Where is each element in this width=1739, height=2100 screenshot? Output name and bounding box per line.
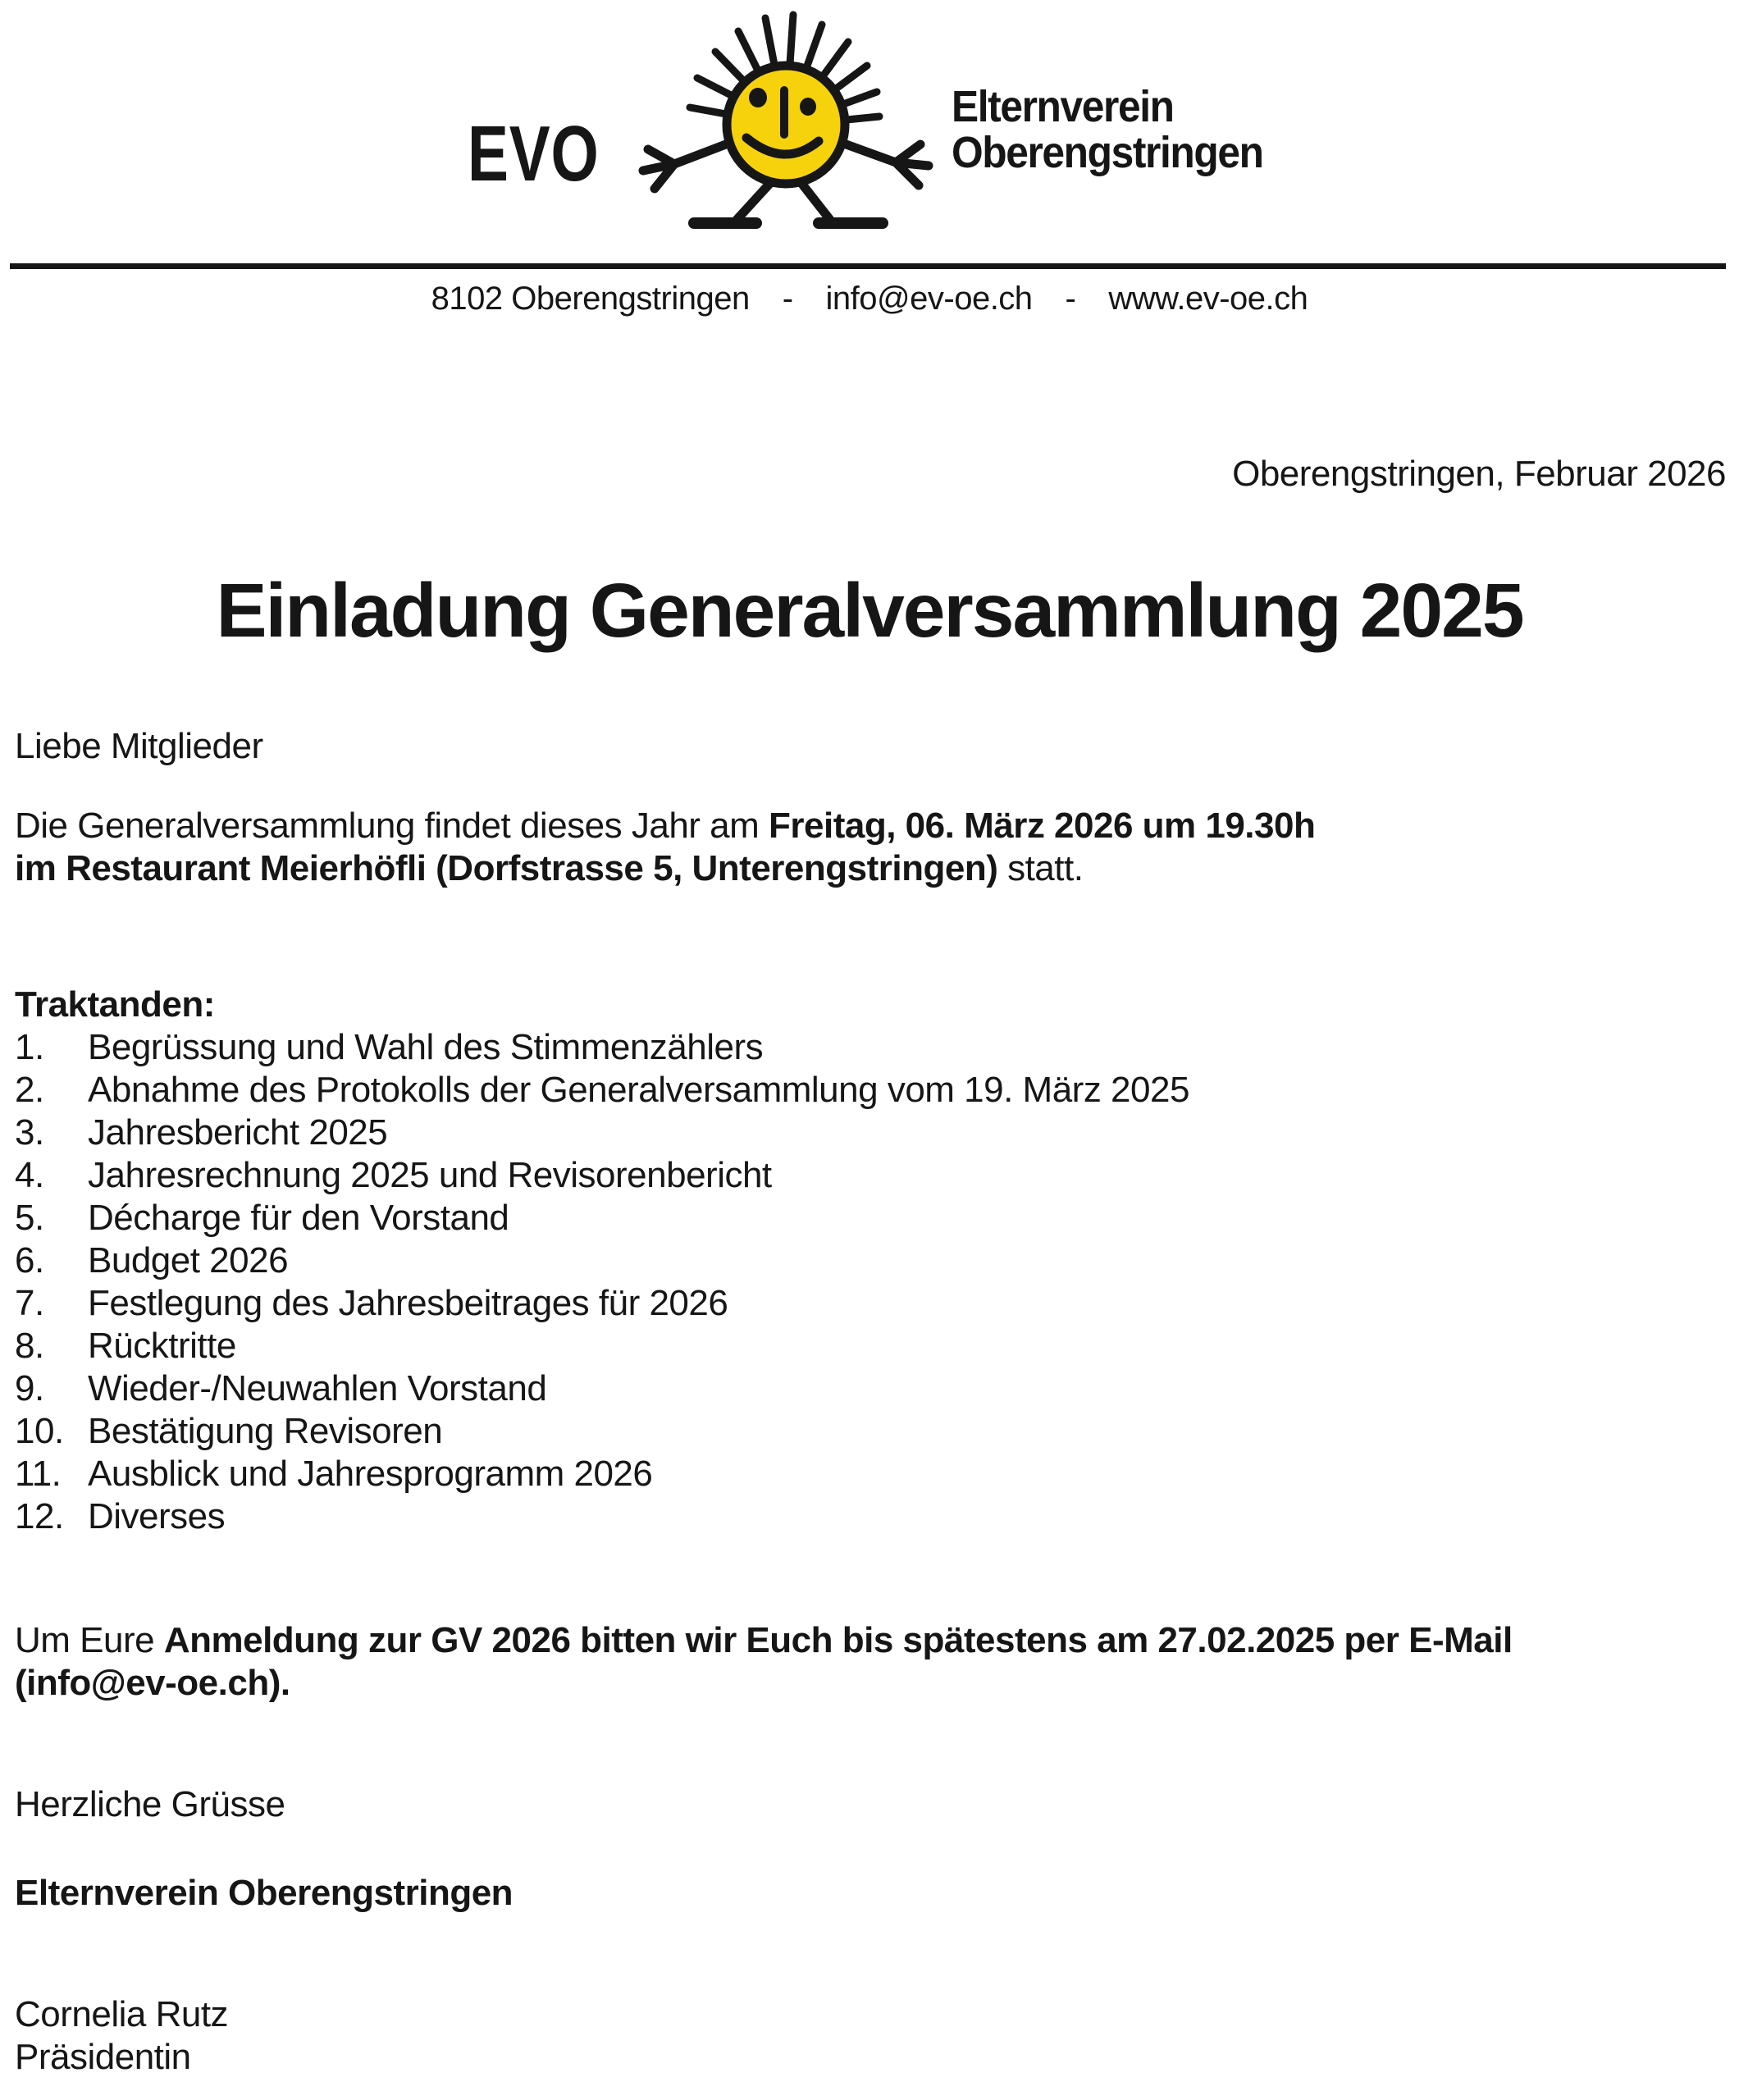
page-title: Einladung Generalversammlung 2025 <box>216 568 1523 653</box>
closing-greeting: Herzliche Grüsse <box>15 1784 285 1824</box>
agenda-item-number: 6. <box>15 1240 44 1281</box>
header-website: www.ev-oe.ch <box>1108 281 1308 317</box>
agenda-item <box>15 1410 1189 1453</box>
intro-line-2 <box>15 847 1315 890</box>
logo-org-name <box>952 84 1263 176</box>
agenda-heading: Traktanden: <box>15 984 215 1025</box>
intro-location-bold: im Restaurant Meierhöfli (Dorfstrasse 5, Unterengstringen) <box>15 848 998 888</box>
header-separator: - <box>782 281 793 317</box>
agenda-item-number: 1. <box>15 1027 44 1067</box>
agenda-item <box>15 1112 1189 1154</box>
agenda-item-text: Budget 2026 <box>88 1240 289 1281</box>
registration-line-2: (info@ev-oe.ch). <box>15 1663 290 1703</box>
closing-org-name: Elternverein Oberengstringen <box>15 1873 513 1913</box>
agenda-item-text: Jahresbericht 2025 <box>88 1112 388 1153</box>
header-address-line <box>0 279 1739 318</box>
agenda-item-number: 3. <box>15 1112 44 1153</box>
agenda-item <box>15 1239 1189 1282</box>
agenda-item <box>15 1197 1189 1239</box>
agenda-item-number: 10. <box>15 1411 64 1451</box>
agenda-item <box>15 1325 1189 1367</box>
agenda-item-text: Festlegung des Jahresbeitrages für 2026 <box>88 1283 728 1323</box>
agenda-item-number: 9. <box>15 1368 44 1408</box>
agenda-item-text: Ausblick und Jahresprogramm 2026 <box>88 1454 653 1494</box>
intro-suffix-text: statt. <box>997 848 1084 888</box>
intro-datetime-bold: Freitag, 06. März 2026 um 19.30h <box>769 806 1316 846</box>
registration-deadline-bold: Anmeldung zur GV 2026 bitten wir Euch bis spätestens am 27.02.2025 per E-Mail <box>163 1620 1513 1660</box>
registration-line-1 <box>15 1619 1513 1662</box>
salutation: Liebe Mitglieder <box>15 726 263 766</box>
logo-org-line2: Oberengstringen <box>952 128 1263 177</box>
agenda-item-text: Abnahme des Protokolls der Generalversammlung vom 19. März 2025 <box>88 1070 1189 1110</box>
agenda-item <box>15 1367 1189 1410</box>
intro-paragraph <box>15 805 1315 890</box>
agenda-item <box>15 1026 1189 1069</box>
agenda-item-text: Décharge für den Vorstand <box>88 1198 509 1238</box>
agenda-item-number: 7. <box>15 1283 44 1323</box>
sun-figure-logo-icon <box>632 2 943 248</box>
agenda-item-number: 8. <box>15 1326 44 1366</box>
header-rule <box>10 263 1726 269</box>
place-date-line: Oberengstringen, Februar 2026 <box>1232 454 1726 494</box>
agenda-item <box>15 1453 1189 1495</box>
agenda-item-number: 5. <box>15 1198 44 1238</box>
header-email: info@ev-oe.ch <box>825 281 1033 317</box>
agenda-item-number: 11. <box>15 1454 62 1494</box>
agenda-item-number: 2. <box>15 1070 44 1110</box>
signer-name: Cornelia Rutz <box>15 1994 229 2034</box>
agenda-item-text: Rücktritte <box>88 1326 236 1366</box>
signer-role: Präsidentin <box>15 2037 191 2077</box>
agenda-section <box>15 984 1189 1538</box>
agenda-item-number: 4. <box>15 1155 44 1195</box>
agenda-item-text: Begrüssung und Wahl des Stimmenzählers <box>88 1027 764 1067</box>
logo-org-line1: Elternverein <box>952 82 1174 131</box>
agenda-item <box>15 1495 1189 1538</box>
evo-logo-text: EVO <box>468 110 600 198</box>
registration-regular-text: Um Eure <box>15 1620 164 1660</box>
agenda-item-text: Wieder-/Neuwahlen Vorstand <box>88 1368 547 1408</box>
intro-regular-text: Die Generalversammlung findet dieses Jahr am <box>15 806 769 846</box>
registration-paragraph <box>15 1619 1513 1705</box>
intro-line-1 <box>15 805 1315 847</box>
signature-block <box>15 1993 228 2079</box>
agenda-item-number: 12. <box>15 1496 64 1536</box>
header-postal-address: 8102 Oberengstringen <box>431 281 750 317</box>
agenda-item-text: Bestätigung Revisoren <box>88 1411 443 1451</box>
agenda-item <box>15 1282 1189 1325</box>
agenda-item-text: Diverses <box>88 1496 226 1536</box>
agenda-item-text: Jahresrechnung 2025 und Revisorenbericht <box>88 1155 772 1195</box>
header-separator: - <box>1065 281 1076 317</box>
agenda-item <box>15 1069 1189 1112</box>
agenda-item <box>15 1154 1189 1197</box>
sun-legs <box>694 182 883 223</box>
